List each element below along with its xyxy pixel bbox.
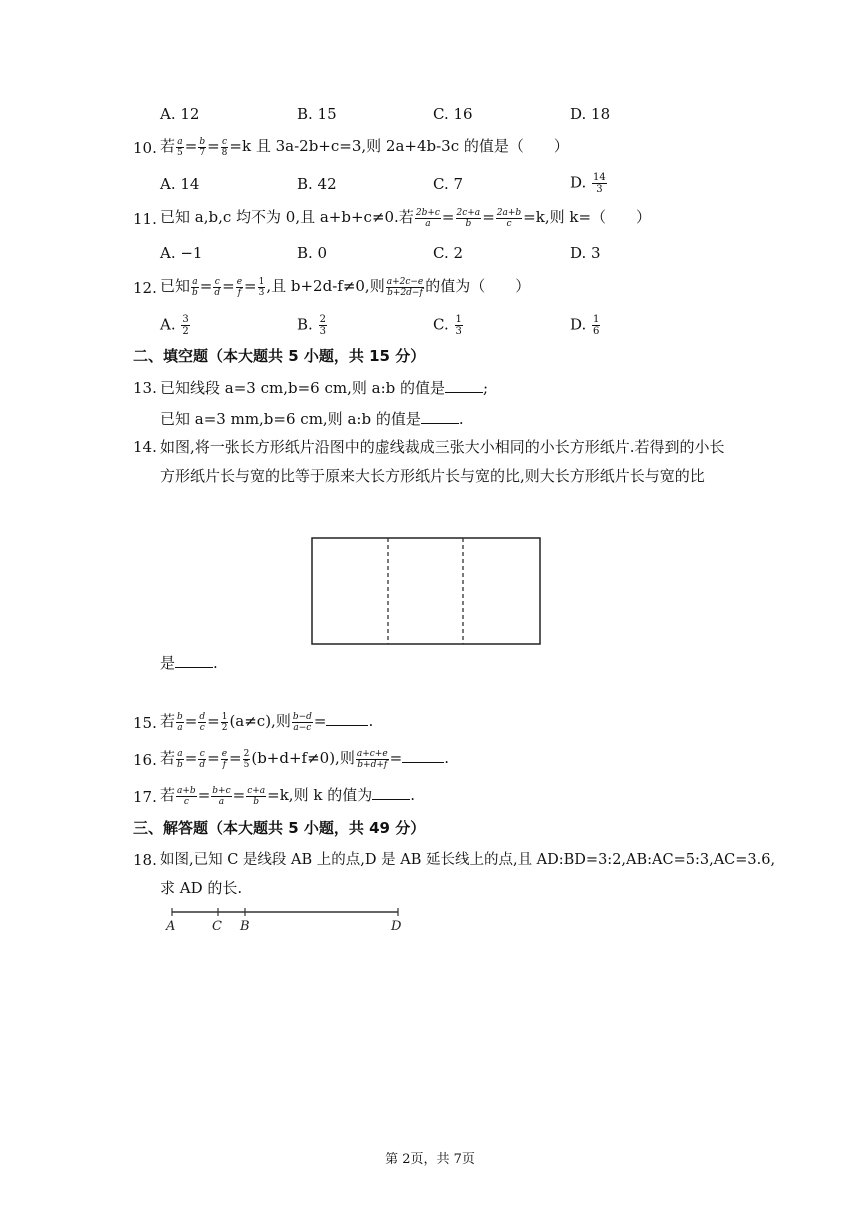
q14-line1: 如图,将一张长方形纸片沿图中的虚线裁成三张大小相同的小长方形纸片.若得到的小长 — [160, 438, 725, 456]
q12-stem: 已知 $\frac{a}{b}$ = $\frac{c}{d}$ = $\frac{e}{f}$ = $\frac{1}{3}$ ,且 b+2d-f≠0,则 $\frac{a+2c-e}{b+2d-f}$ 的值为（ ） — [160, 276, 531, 298]
q12-option-c: C. $\frac{1}{3}$ — [433, 314, 462, 337]
q15-number: 15. — [133, 714, 157, 732]
q12-option-d: D. $\frac{1}{6}$ — [570, 314, 600, 337]
q17-blank[interactable] — [372, 785, 410, 800]
q17-stem: 若 $\frac{a+b}{c}$ = $\frac{b+c}{a}$ = $\frac{c+a}{b}$ =k,则 k 的值为 . — [160, 785, 415, 807]
q9-option-b: B. 15 — [297, 105, 337, 123]
q16-number: 16. — [133, 751, 157, 769]
q10-number: 10. — [133, 139, 157, 157]
page-footer: 第 2页，共 7页 — [385, 1152, 475, 1167]
q9-option-c: C. 16 — [433, 105, 473, 123]
section-answer-heading: 三、解答题（本大题共 5 小题，共 49 分） — [133, 819, 426, 837]
q13-number: 13. — [133, 379, 157, 397]
q16-stem: 若 $\frac{a}{b}$ = $\frac{c}{d}$ = $\frac{e}{f}$ = $\frac{2}{5}$ (b+d+f≠0),则 $\frac{a+c+e}{b+d+f}$ = . — [160, 748, 450, 770]
q15-blank[interactable] — [326, 711, 368, 726]
label-d: D — [391, 919, 402, 934]
q9-option-a: A. 12 — [160, 105, 200, 123]
q16-blank[interactable] — [402, 748, 444, 763]
q9-option-d: D. 18 — [570, 105, 611, 123]
section-fill-in-heading: 二、填空题（本大题共 5 小题，共 15 分） — [133, 347, 426, 365]
q11-option-c: C. 2 — [433, 244, 464, 262]
q18-line1: 如图,已知 C 是线段 AB 上的点,D 是 AB 延长线上的点,且 AD:BD=3:2,AB:AC=5:3,AC=3.6, — [160, 852, 776, 868]
q12-option-a: A. $\frac{3}{2}$ — [160, 314, 189, 337]
q10-stem: 若 $\frac{a}{5}$ = $\frac{b}{7}$ = $\frac{c}{8}$ =k 且 3a-2b+c=3,则 2a+4b-3c 的值是（ ） — [160, 136, 569, 158]
q10-option-a: A. 14 — [160, 175, 200, 193]
q13-blank-1[interactable] — [445, 378, 483, 393]
q10-option-c: C. 7 — [433, 175, 464, 193]
q12-option-b: B. $\frac{2}{3}$ — [297, 314, 326, 337]
q13-line2: 已知 a=3 mm,b=6 cm,则 a:b 的值是 . — [160, 410, 464, 428]
label-a: A — [166, 919, 176, 934]
q13-blank-2[interactable] — [421, 409, 459, 424]
q14-rectangle-figure — [310, 536, 542, 646]
q11-option-a: A. −1 — [160, 244, 203, 262]
q18-line2: 求 AD 的长. — [160, 879, 243, 897]
q17-number: 17. — [133, 788, 157, 806]
q11-stem: 已知 a,b,c 均不为 0,且 a+b+c≠0.若 $\frac{2b+c}{a}$ = $\frac{2c+a}{b}$ = $\frac{2a+b}{c}$ =k,则 k=（ ） — [160, 207, 652, 229]
label-c: C — [212, 919, 222, 934]
q13-line1: 已知线段 a=3 cm,b=6 cm,则 a:b 的值是 ; — [160, 379, 489, 397]
q14-line2: 方形纸片长与宽的比等于原来大长方形纸片长与宽的比,则大长方形纸片长与宽的比 — [160, 467, 705, 485]
q10-option-d: D. $\frac{14}{3}$ — [570, 172, 606, 195]
q11-option-d: D. 3 — [570, 244, 601, 262]
label-b: B — [240, 919, 250, 934]
q11-number: 11. — [133, 210, 157, 228]
q10-option-b: B. 42 — [297, 175, 337, 193]
q18-segment-figure — [160, 906, 410, 934]
q12-number: 12. — [133, 279, 157, 297]
q15-stem: 若 $\frac{b}{a}$ = $\frac{d}{c}$ = $\frac{1}{2}$ (a≠c),则 $\frac{b-d}{a-c}$ = . — [160, 711, 374, 733]
large-rectangle — [312, 538, 540, 644]
q14-blank[interactable] — [175, 653, 213, 668]
q18-number: 18. — [133, 851, 157, 869]
q11-option-b: B. 0 — [297, 244, 328, 262]
q14-number: 14. — [133, 438, 157, 456]
q14-line3: 是 . — [160, 654, 218, 672]
